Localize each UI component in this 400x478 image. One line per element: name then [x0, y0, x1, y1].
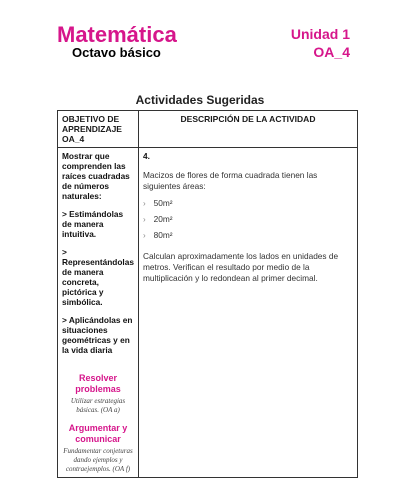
- skill-title: Argumentar y comunicar: [68, 423, 128, 444]
- section-title: Actividades Sugeridas: [135, 93, 265, 107]
- activity-cell: [139, 148, 358, 478]
- activity-instruction: Calculan aproximadamente los lados en unidades de metros. Verifican el resultado por medio de la multiplicación y lo redondean al primer decimal.: [143, 251, 339, 283]
- objective-intro: Mostrar que comprenden las raíces cuadradas de números naturales:: [62, 151, 130, 201]
- chevron-right-icon: ›: [143, 215, 146, 224]
- table-row: [58, 148, 358, 478]
- table-header-row: [58, 111, 358, 148]
- grade-level: Octavo básico: [72, 45, 161, 60]
- list-item: [143, 198, 353, 209]
- objective-point: > Estimándolas de manera intuitiva.: [62, 209, 124, 239]
- unit-label: Unidad 1: [290, 26, 350, 42]
- oa-label: OA_4: [313, 44, 350, 60]
- objective-point: > Representándolas de manera concreta, pictórica y simbólica.: [62, 247, 134, 307]
- area-value: 50m²: [153, 198, 173, 208]
- list-item: [143, 230, 353, 241]
- activity-intro: Macizos de flores de forma cuadrada tienen las siguientes áreas:: [143, 170, 318, 191]
- list-item: [143, 214, 353, 225]
- area-value: 20m²: [153, 214, 173, 224]
- objective-point: > Aplicándolas en situaciones geométricas y en la vida diaria: [62, 315, 133, 355]
- chevron-right-icon: ›: [143, 231, 146, 240]
- subject-title: Matemática: [57, 22, 177, 47]
- skill-description: Utilizar estrategias básicas. (OA a): [70, 397, 126, 414]
- skill-title: Resolver problemas: [75, 373, 121, 394]
- area-list: [143, 198, 353, 241]
- activity-column-header: DESCRIPCIÓN DE LA ACTIVIDAD: [139, 111, 358, 148]
- chevron-right-icon: ›: [143, 199, 146, 208]
- activities-table: [57, 110, 358, 478]
- skill-block: [62, 373, 134, 415]
- activity-number: 4.: [143, 151, 150, 161]
- area-value: 80m²: [153, 230, 173, 240]
- objective-cell: [58, 148, 139, 478]
- skill-block: [62, 423, 134, 474]
- skill-description: Fundamentar conjeturas dando ejemplos y contraejemplos. (OA f): [63, 447, 133, 473]
- objective-column-header: OBJETIVO DE APRENDIZAJE OA_4: [58, 111, 139, 148]
